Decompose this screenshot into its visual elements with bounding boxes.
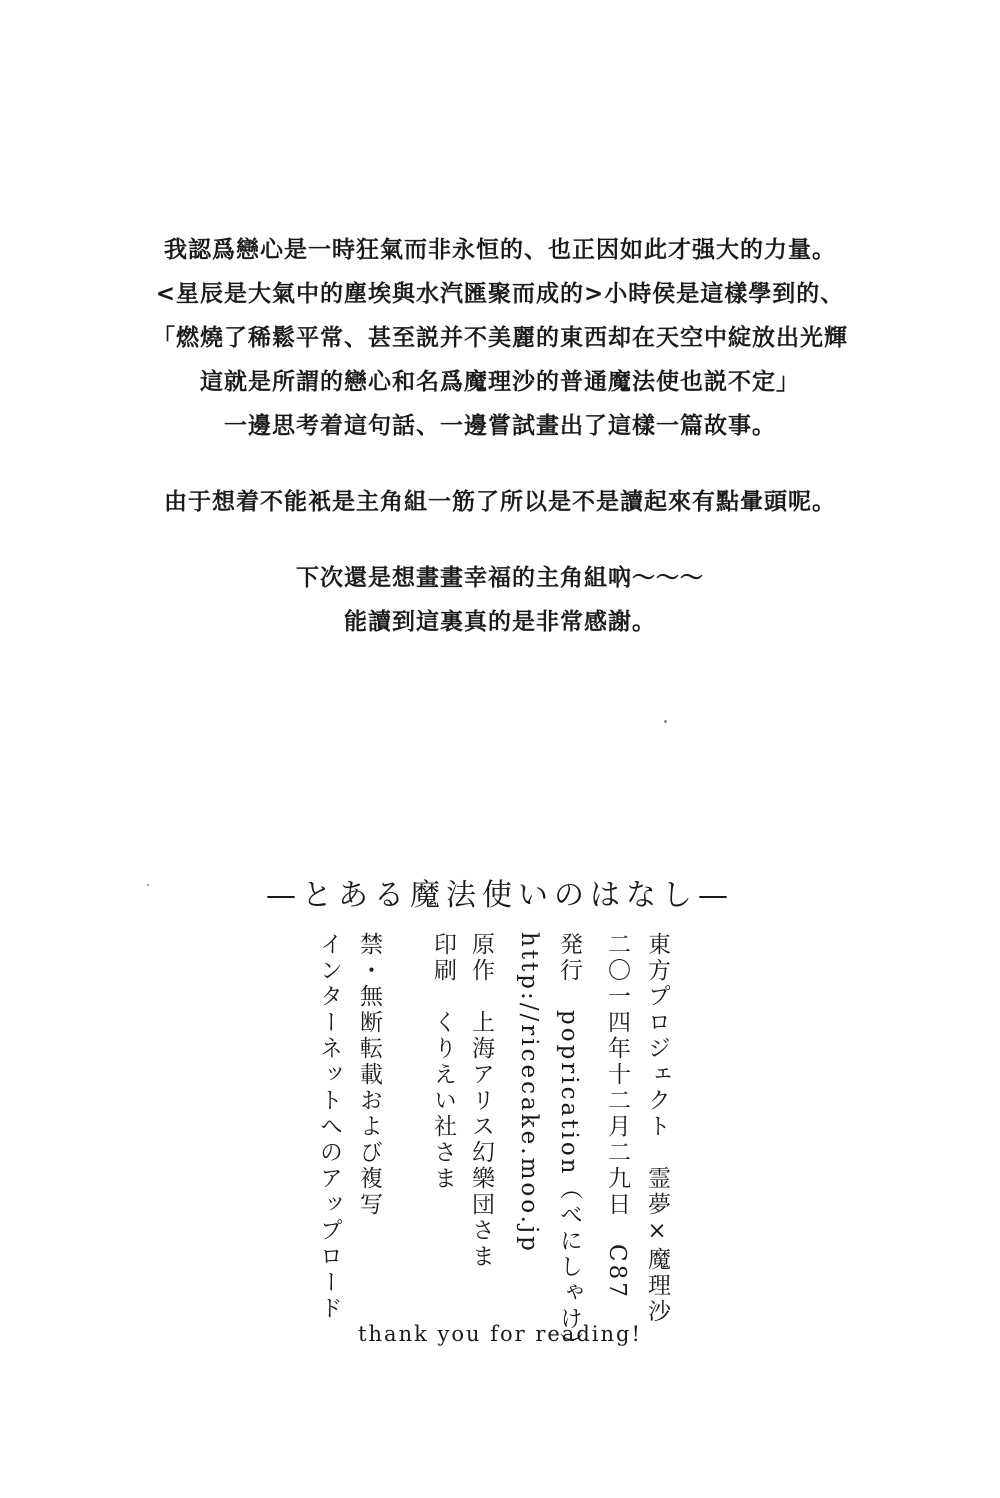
colophon-printer: 印刷 くりえい社さま xyxy=(430,932,456,1192)
afterword-line: 這就是所謂的戀心和名爲魔理沙的普通魔法使也説不定」 xyxy=(200,369,800,395)
afterword-line: 由于想着不能衹是主角組一筋了所以是不是讀起來有點暈頭呢。 xyxy=(164,489,836,515)
afterword-line: 能讀到這裏真的是非常感謝。 xyxy=(344,609,656,635)
paragraph-gap xyxy=(0,448,1000,480)
afterword-text xyxy=(0,228,1000,644)
colophon-notice: 禁・無断転載および複写 xyxy=(356,932,382,1218)
colophon-publisher: 発行 poprication（べにしゃけ） xyxy=(556,932,582,1359)
paragraph-gap xyxy=(0,524,1000,556)
afterword-line: <星辰是大氣中的塵埃與水汽匯聚而成的>小時侯是這樣學到的、 xyxy=(155,281,845,307)
colophon-url: http://ricecake.moo.jp xyxy=(516,932,542,1254)
colophon-date: 二〇一四年十二月二九日 C87 xyxy=(604,932,630,1300)
afterword-line: 一邊思考着這句話、一邊嘗試畫出了這樣一篇故事。 xyxy=(224,413,776,439)
afterword-line: 我認爲戀心是一時狂氣而非永恒的、也正因如此才强大的力量。 xyxy=(164,237,836,263)
colophon-original: 原作 上海アリス幻樂団さま xyxy=(468,932,494,1270)
book-title: —とある魔法使いのはなし— xyxy=(266,878,734,913)
scan-speck xyxy=(664,720,667,723)
colophon-series: 東方プロジェクト 霊夢×魔理沙 xyxy=(644,932,670,1325)
colophon-notice-2: インターネットへのアップロード xyxy=(316,932,342,1322)
afterword-line: 「燃燒了稀鬆平常、甚至説并不美麗的東西却在天空中綻放出光輝 xyxy=(152,325,848,351)
scan-speck xyxy=(147,884,149,886)
afterword-line: 下次還是想畫畫幸福的主角組吶～～～ xyxy=(296,565,704,591)
thank-you-note: thank you for reading! xyxy=(358,1322,642,1346)
